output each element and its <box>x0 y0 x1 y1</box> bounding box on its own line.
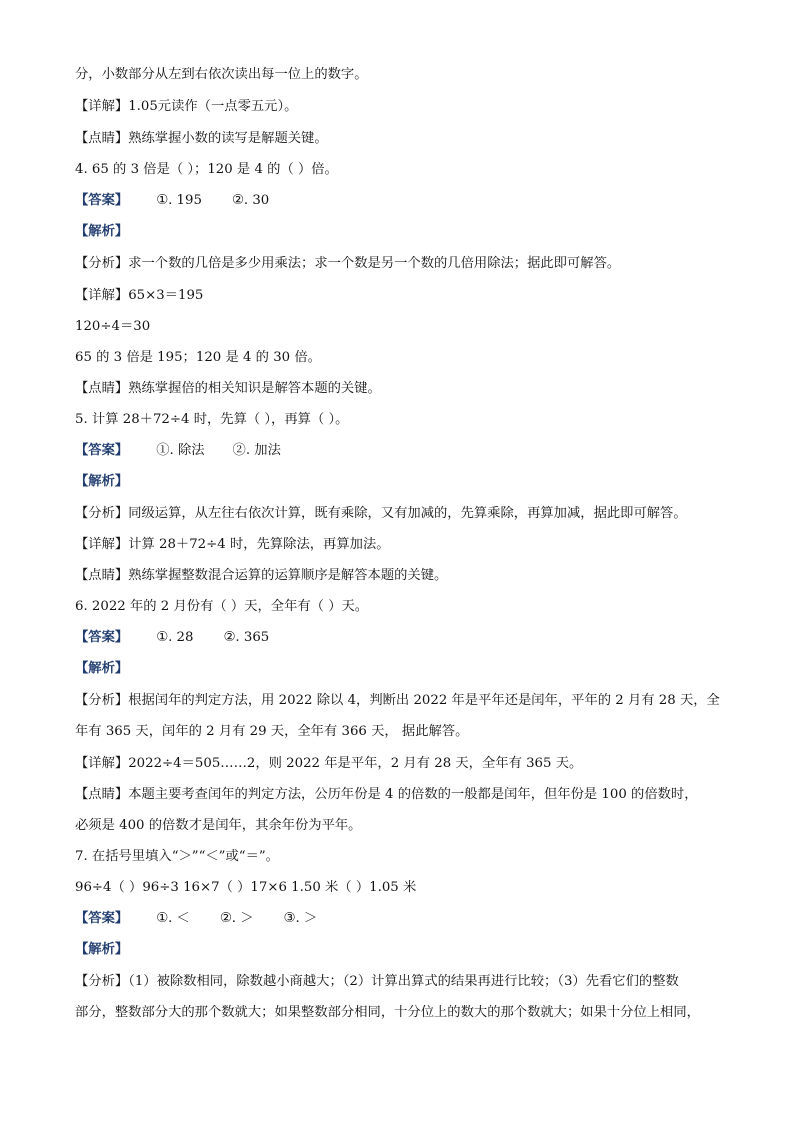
section-label: 【分析】 <box>75 256 129 271</box>
question-text: 5. 计算 28＋72÷4 时，先算（ ），再算（ ）。 <box>75 412 349 427</box>
line-text: 1.05元读作（一点零五元）。 <box>128 99 298 114</box>
text-line <box>75 536 735 554</box>
text-line <box>75 349 735 367</box>
answer-item: ①. 除法 <box>156 443 205 458</box>
answer-line <box>75 442 735 460</box>
section-label: 【详解】 <box>75 288 129 303</box>
answer-label: 【答案】 <box>75 911 129 926</box>
answer-item: ②. 加法 <box>232 443 281 458</box>
line-text: 65×3＝195 <box>128 288 204 303</box>
question-text: 7. 在括号里填入“＞”“＜”或“＝”。 <box>75 849 279 864</box>
section-label: 【点睛】 <box>75 787 129 802</box>
section-label: 【分析】 <box>75 693 129 708</box>
line-text: 求一个数的几倍是多少用乘法；求一个数是另一个数的几倍用除法；据此即可解答。 <box>128 256 621 271</box>
question-line <box>75 411 735 429</box>
answer-label: 【答案】 <box>75 443 129 458</box>
text-line <box>75 255 735 273</box>
answer-label: 【答案】 <box>75 630 129 645</box>
line-text: 熟练掌握整数混合运算的运算顺序是解答本题的关键。 <box>128 568 448 583</box>
line-text: 本题主要考查闰年的判定方法，公历年份是 4 的倍数的一般都是闰年，但年份是 100 的倍数时， <box>128 787 698 802</box>
text-line <box>75 318 735 336</box>
question-text: 96÷4（ ）96÷3 16×7（ ）17×6 1.50 米（ ）1.05 米 <box>75 880 417 895</box>
text-line <box>75 973 735 991</box>
analysis-label: 【解析】 <box>75 661 129 676</box>
text-line <box>75 223 735 241</box>
line-text: 同级运算，从左往右依次计算，既有乘除，又有加减的，先算乘除，再算加减，据此即可解答。 <box>128 506 687 521</box>
text-line <box>75 755 735 773</box>
answer-item: ③. ＞ <box>283 911 318 926</box>
line-text: 部分，整数部分大的那个数就大；如果整数部分相同，十分位上的数大的那个数就大；如果十分位上相同， <box>75 1005 700 1020</box>
text-line <box>75 1004 735 1022</box>
section-label: 【分析】 <box>75 506 129 521</box>
line-text: 熟练掌握小数的读写是解题关键。 <box>128 131 328 146</box>
line-text: 65 的 3 倍是 195；120 是 4 的 30 倍。 <box>75 350 321 365</box>
section-label: 【详解】 <box>75 756 129 771</box>
answer-label: 【答案】 <box>75 193 129 208</box>
question-text: 4. 65 的 3 倍是（ ）；120 是 4 的（ ）倍。 <box>75 162 338 177</box>
text-line <box>75 505 735 523</box>
section-label: 【详解】 <box>75 99 129 114</box>
answer-item: ①. 195 <box>156 193 202 208</box>
question-text: 6. 2022 年的 2 月份有（ ）天，全年有（ ）天。 <box>75 599 369 614</box>
line-text: 分，小数部分从左到右依次读出每一位上的数字。 <box>75 67 368 82</box>
line-text: 2022÷4＝505……2，则 2022 年是平年，2 月有 28 天，全年有 365 天。 <box>128 756 583 771</box>
section-label: 【点睛】 <box>75 568 129 583</box>
line-text: 熟练掌握倍的相关知识是解答本题的关键。 <box>128 381 381 396</box>
text-line <box>75 660 735 678</box>
answer-line <box>75 629 735 647</box>
line-text: 必须是 400 的倍数才是闰年，其余年份为平年。 <box>75 818 362 833</box>
line-text: 120÷4＝30 <box>75 319 151 334</box>
question-line <box>75 879 735 897</box>
answer-item: ②. 30 <box>231 193 270 208</box>
text-line <box>75 287 735 305</box>
line-text: 根据闰年的判定方法，用 2022 除以 4，判断出 2022 年是平年还是闰年，平年的 2 月有 28 天，全 <box>128 693 720 708</box>
text-line <box>75 66 735 84</box>
text-line <box>75 380 735 398</box>
analysis-label: 【解析】 <box>75 942 129 957</box>
answer-item: ②. ＞ <box>219 911 254 926</box>
text-line <box>75 786 735 804</box>
answer-item: ②. 365 <box>223 630 270 645</box>
text-line <box>75 98 735 116</box>
section-label: 【详解】 <box>75 537 129 552</box>
analysis-label: 【解析】 <box>75 474 129 489</box>
question-line <box>75 598 735 616</box>
answer-line <box>75 192 735 210</box>
text-line <box>75 130 735 148</box>
section-label: 【点睛】 <box>75 131 129 146</box>
question-line <box>75 161 735 179</box>
question-line <box>75 848 735 866</box>
text-line <box>75 567 735 585</box>
text-line <box>75 723 735 741</box>
answer-item: ①. ＜ <box>156 911 190 926</box>
analysis-label: 【解析】 <box>75 224 129 239</box>
section-label: 【点睛】 <box>75 381 129 396</box>
section-label: 【分析】 <box>75 974 129 989</box>
answer-item: ①. 28 <box>156 630 194 645</box>
text-line <box>75 692 735 710</box>
text-line <box>75 473 735 491</box>
line-text: 计算 28＋72÷4 时，先算除法，再算加法。 <box>128 537 390 552</box>
answer-line <box>75 910 735 928</box>
line-text: 年有 365 天，闰年的 2 月有 29 天，全年有 366 天， 据此解答。 <box>75 724 469 739</box>
text-line <box>75 941 735 959</box>
line-text: （1）被除数相同，除数越小商越大；（2）计算出算式的结果再进行比较；（3）先看它们的整数 <box>128 974 679 989</box>
text-line <box>75 817 735 835</box>
